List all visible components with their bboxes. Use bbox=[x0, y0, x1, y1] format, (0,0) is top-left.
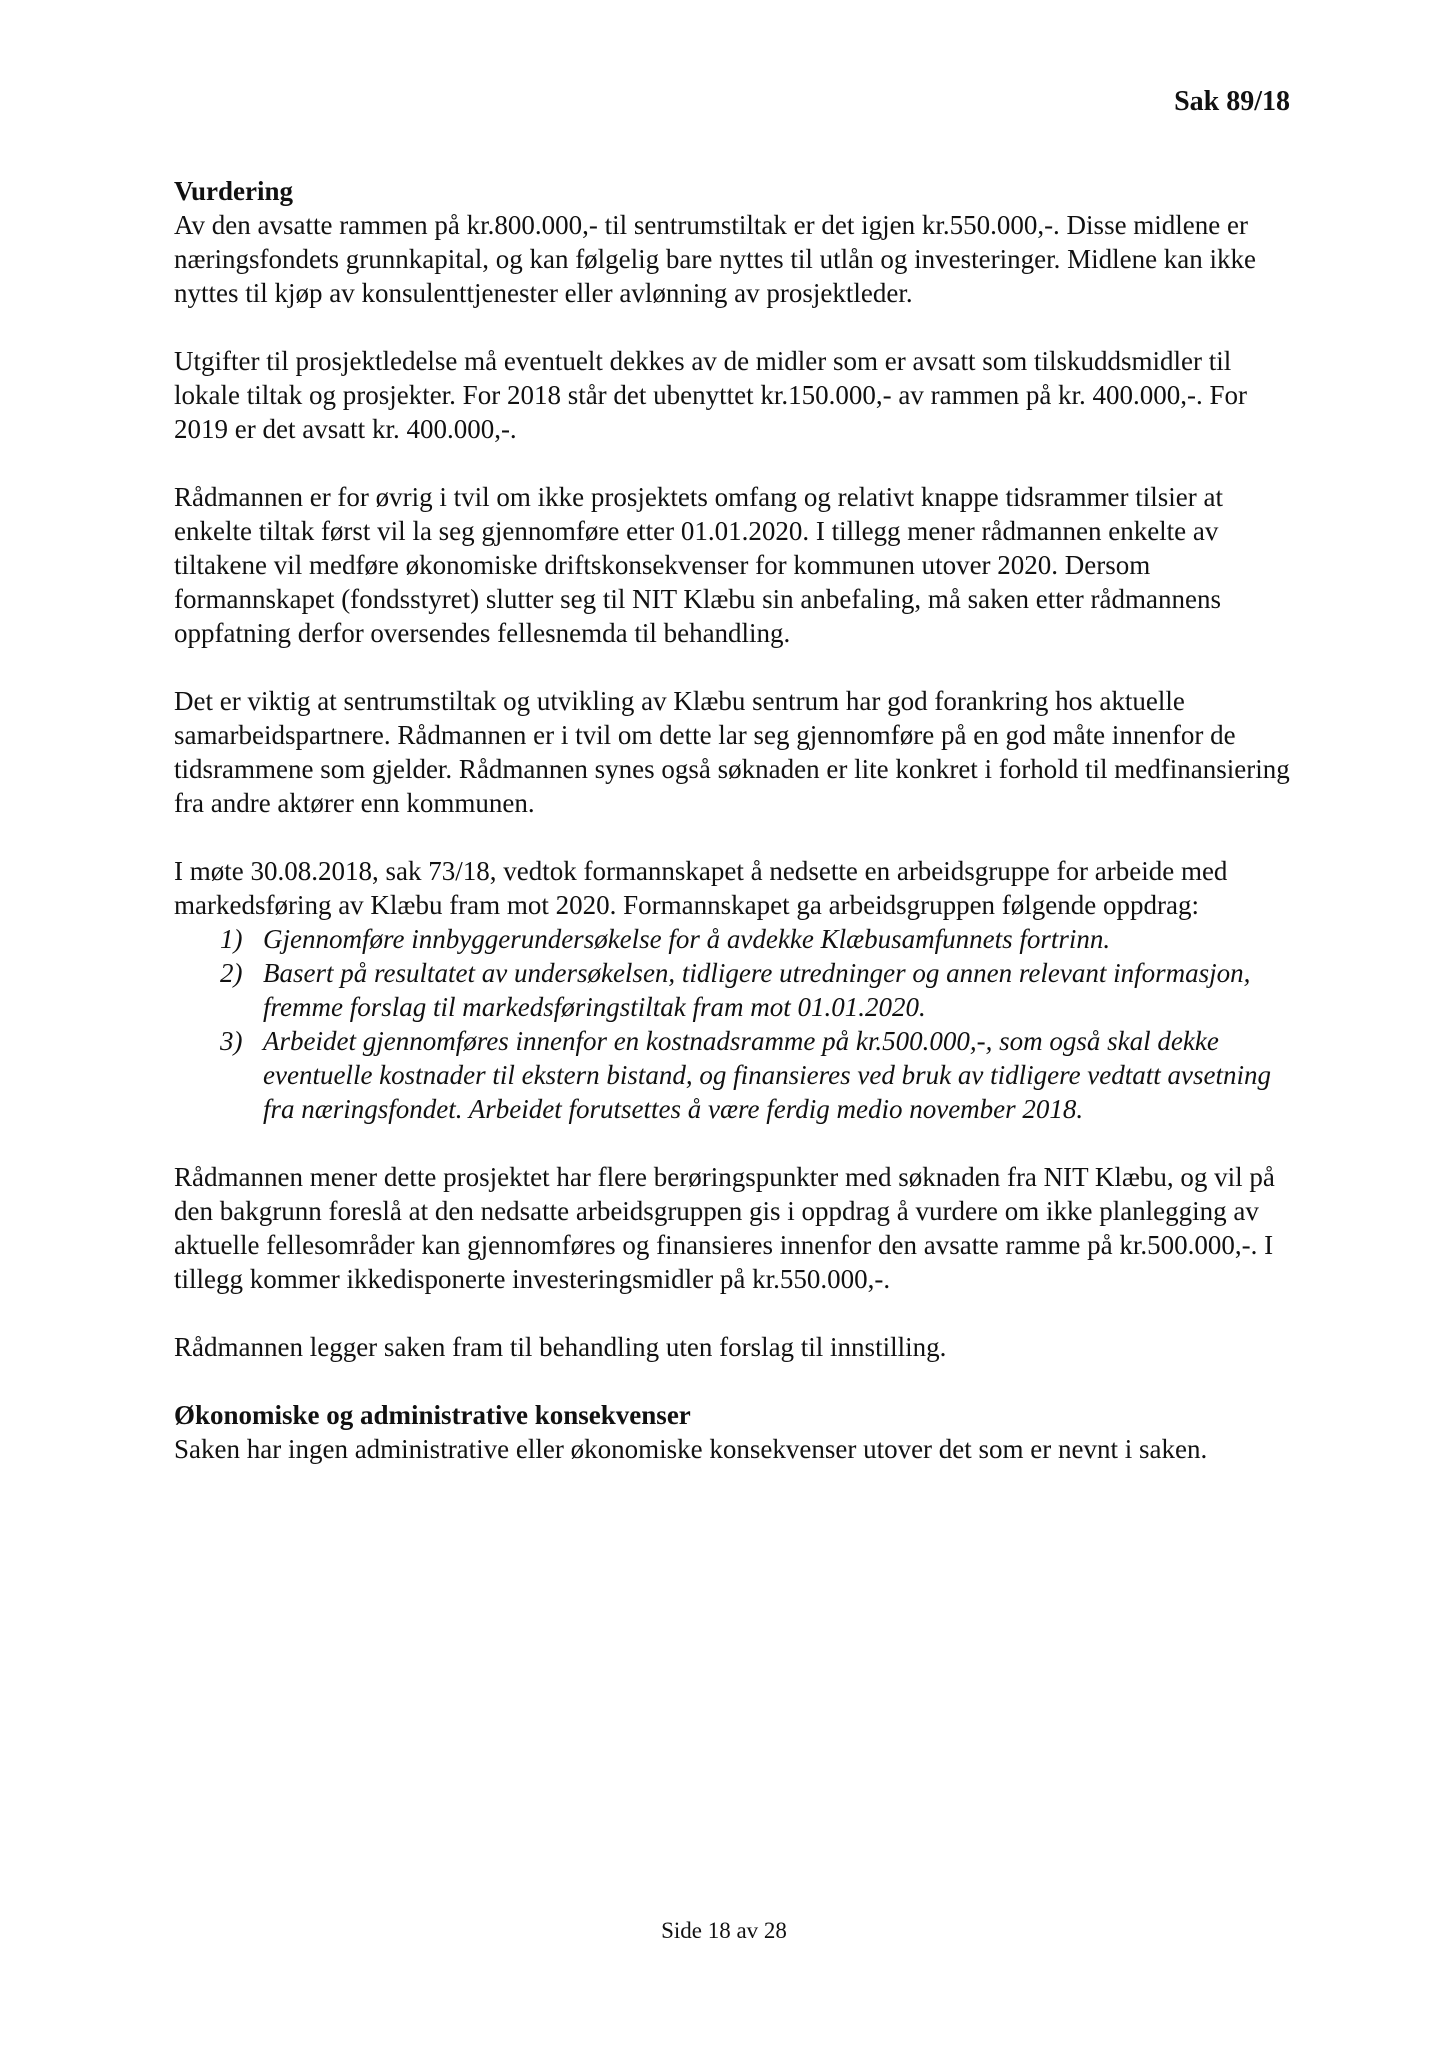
list-item-text: Gjennomføre innbyggerundersøkelse for å avdekke Klæbusamfunnets fortrinn. bbox=[263, 924, 1111, 954]
list-item-text: Basert på resultatet av undersøkelsen, tidligere utredninger og annen relevant informasjon, fremme forslag til markedsføringstiltak fram mot 01.01.2020. bbox=[263, 958, 1251, 1022]
list-item-number: 1) bbox=[220, 924, 243, 954]
list-item-number: 3) bbox=[220, 1026, 243, 1056]
list-item-text: Arbeidet gjennomføres innenfor en kostnadsramme på kr.500.000,-, som også skal dekke eventuelle kostnader til ekstern bistand, og finansieres ved bruk av tidligere vedtatt avsetning fra næringsfondet. Arbeidet forutsettes å være ferdig medio november 2018. bbox=[263, 1026, 1272, 1124]
paragraph: Av den avsatte rammen på kr.800.000,- til sentrumstiltak er det igjen kr.550.000,-. Disse midlene er næringsfondets grunnkapital, og kan følgelig bare nyttes til utlån og investeringer. Midlene kan ikke nyttes til kjøp av konsulenttjenester eller avlønning av prosjektleder. bbox=[174, 210, 1257, 308]
case-number: Sak 89/18 bbox=[1174, 86, 1290, 117]
list-item-number: 2) bbox=[220, 958, 243, 988]
paragraph: Det er viktig at sentrumstiltak og utvikling av Klæbu sentrum har god forankring hos aktuelle samarbeidspartnere. Rådmannen er i tvil om dette lar seg gjennomføre på en god måte innenfor de tidsrammene som gjelder. Rådmannen synes også søknaden er lite konkret i forhold til medfinansiering fra andre aktører enn kommunen. bbox=[174, 686, 1290, 818]
paragraph: I møte 30.08.2018, sak 73/18, vedtok formannskapet å nedsette en arbeidsgruppe for arbeide med markedsføring av Klæbu fram mot 2020. Formannskapet ga arbeidsgruppen følgende oppdrag: bbox=[174, 856, 1228, 920]
list-item bbox=[174, 1024, 1294, 1126]
document-body bbox=[174, 174, 1294, 1466]
assignment-list bbox=[174, 922, 1294, 1126]
section-heading-konsekvenser: Økonomiske og administrative konsekvenser bbox=[174, 1400, 691, 1430]
list-item bbox=[174, 956, 1294, 1024]
page-number: Side 18 av 28 bbox=[661, 1918, 787, 1943]
list-item bbox=[174, 922, 1294, 956]
paragraph: Rådmannen er for øvrig i tvil om ikke prosjektets omfang og relativt knappe tidsrammer tilsier at enkelte tiltak først vil la seg gjennomføre etter 01.01.2020. I tillegg mener rådmannen enkelte av tiltakene vil medføre økonomiske driftskonsekvenser for kommunen utover 2020. Dersom formannskapet (fondsstyret) slutter seg til NIT Klæbu sin anbefaling, må saken etter rådmannens oppfatning derfor oversendes fellesnemda til behandling. bbox=[174, 482, 1223, 648]
paragraph: Utgifter til prosjektledelse må eventuelt dekkes av de midler som er avsatt som tilskuddsmidler til lokale tiltak og prosjekter. For 2018 står det ubenyttet kr.150.000,- av rammen på kr. 400.000,-. For 2019 er det avsatt kr. 400.000,-. bbox=[174, 346, 1248, 444]
paragraph: Rådmannen mener dette prosjektet har flere berøringspunkter med søknaden fra NIT Klæbu, og vil på den bakgrunn foreslå at den nedsatte arbeidsgruppen gis i oppdrag å vurdere om ikke planlegging av aktuelle fellesområder kan gjennomføres og finansieres innenfor den avsatte ramme på kr.500.000,-. I tillegg kommer ikkedisponerte investeringsmidler på kr.550.000,-. bbox=[174, 1162, 1275, 1294]
paragraph: Saken har ingen administrative eller økonomiske konsekvenser utover det som er nevnt i saken. bbox=[174, 1434, 1208, 1464]
paragraph: Rådmannen legger saken fram til behandling uten forslag til innstilling. bbox=[174, 1332, 947, 1362]
section-heading-vurdering: Vurdering bbox=[174, 176, 294, 206]
